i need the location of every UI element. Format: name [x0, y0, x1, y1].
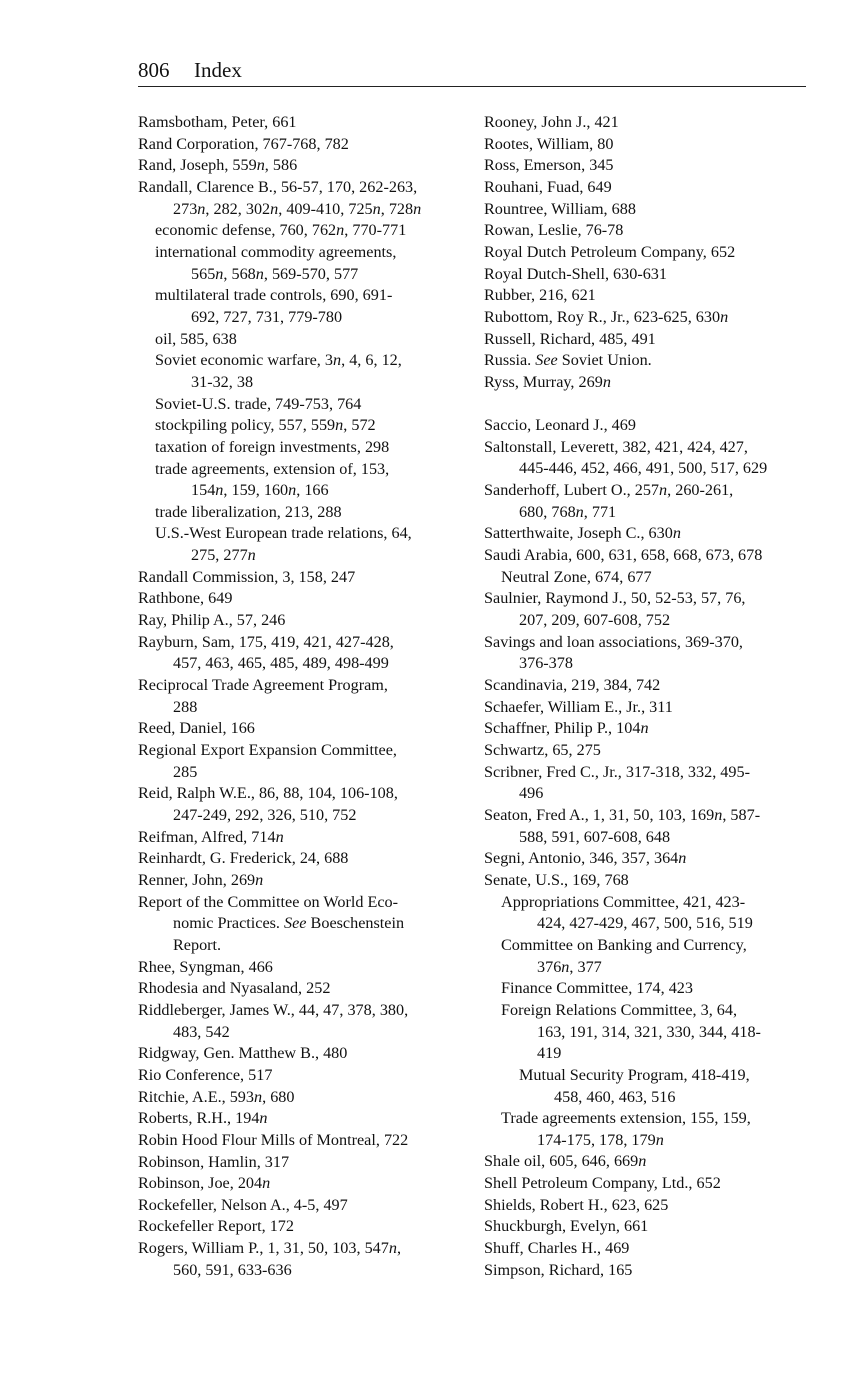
index-subentry: international commodity agreements, — [155, 242, 397, 261]
index-entry: Simpson, Richard, 165 — [484, 1260, 633, 1279]
index-column-left — [138, 112, 468, 1281]
index-entry: Reifman, Alfred, 714n — [138, 827, 284, 846]
index-subentry: Mutual Security Program, 418-419, — [519, 1065, 750, 1084]
index-entry: Riddleberger, James W., 44, 47, 378, 380, — [138, 1000, 409, 1019]
index-entry: Shields, Robert H., 623, 625 — [484, 1195, 669, 1214]
index-entry: Senate, U.S., 169, 768 — [484, 870, 629, 889]
index-entry: Rathbone, 649 — [138, 589, 233, 608]
index-entry: Reid, Ralph W.E., 86, 88, 104, 106-108, — [138, 784, 398, 803]
index-entry: Ray, Philip A., 57, 246 — [138, 611, 286, 630]
index-subentry: Trade agreements extension, 155, 159, — [501, 1109, 751, 1128]
index-subentry: 692, 727, 731, 779-780 — [191, 307, 343, 326]
index-entry: Rubottom, Roy R., Jr., 623-625, 630n — [484, 307, 729, 326]
page-number: 806 — [138, 58, 170, 82]
index-entry: Rayburn, Sam, 175, 419, 421, 427-428, — [138, 632, 394, 651]
index-subentry: Finance Committee, 174, 423 — [501, 979, 693, 998]
index-entry: Schaefer, William E., Jr., 311 — [484, 697, 673, 716]
index-entry: Reciprocal Trade Agreement Program, — [138, 676, 388, 695]
index-entry: Roberts, R.H., 194n — [138, 1109, 268, 1128]
section-gap — [484, 394, 814, 416]
index-entry: Rubber, 216, 621 — [484, 286, 596, 305]
index-subentry: 376n, 377 — [537, 957, 602, 976]
index-subentry: 565n, 568n, 569-570, 577 — [191, 264, 359, 283]
index-subentry: 174-175, 178, 179n — [537, 1130, 664, 1149]
index-entry: Saudi Arabia, 600, 631, 658, 668, 673, 678 — [484, 546, 763, 565]
index-entry: Russell, Richard, 485, 491 — [484, 329, 656, 348]
index-subentry: 207, 209, 607-608, 752 — [519, 611, 671, 630]
index-entry: Saltonstall, Leverett, 382, 421, 424, 427, — [484, 437, 748, 456]
index-subentry: multilateral trade controls, 690, 691- — [155, 286, 393, 305]
index-subentry: nomic Practices. See Boeschenstein — [173, 914, 405, 933]
running-title: Index — [194, 58, 242, 82]
index-entry: Scribner, Fred C., Jr., 317-318, 332, 495- — [484, 762, 750, 781]
index-entry: Robin Hood Flour Mills of Montreal, 722 — [138, 1130, 409, 1149]
index-entry: Savings and loan associations, 369-370, — [484, 632, 743, 651]
index-entry: Randall, Clarence B., 56-57, 170, 262-263, — [138, 177, 418, 196]
index-subentry: Committee on Banking and Currency, — [501, 935, 747, 954]
index-subentry: 588, 591, 607-608, 648 — [519, 827, 671, 846]
index-entry: Rockefeller Report, 172 — [138, 1217, 294, 1236]
index-entry: Scandinavia, 219, 384, 742 — [484, 676, 661, 695]
index-subentry: 285 — [173, 762, 198, 781]
index-subentry: 273n, 282, 302n, 409-410, 725n, 728n — [173, 199, 422, 218]
index-subentry: Soviet-U.S. trade, 749-753, 764 — [155, 394, 362, 413]
index-subentry: 376-378 — [519, 654, 573, 673]
index-subentry: Foreign Relations Committee, 3, 64, — [501, 1000, 738, 1019]
index-entry: Report of the Committee on World Eco- — [138, 892, 399, 911]
index-entry: Rand, Joseph, 559n, 586 — [138, 156, 298, 175]
index-subentry: 483, 542 — [173, 1022, 230, 1041]
index-subentry: trade agreements, extension of, 153, — [155, 459, 390, 478]
index-entry: Sanderhoff, Lubert O., 257n, 260-261, — [484, 481, 734, 500]
index-entry: Russia. See Soviet Union. — [484, 351, 652, 370]
index-entry: Rockefeller, Nelson A., 4-5, 497 — [138, 1195, 348, 1214]
page-header — [138, 58, 806, 86]
index-subentry: Neutral Zone, 674, 677 — [501, 567, 652, 586]
index-entry: Rountree, William, 688 — [484, 199, 636, 218]
index-subentry: economic defense, 760, 762n, 770-771 — [155, 221, 407, 240]
index-entry: Schwartz, 65, 275 — [484, 741, 601, 760]
index-entry: Ramsbotham, Peter, 661 — [138, 113, 297, 131]
index-subentry: stockpiling policy, 557, 559n, 572 — [155, 416, 376, 435]
index-entry: Shale oil, 605, 646, 669n — [484, 1152, 647, 1171]
index-entry: Rogers, William P., 1, 31, 50, 103, 547n, — [138, 1239, 401, 1258]
index-subentry: 680, 768n, 771 — [519, 502, 617, 521]
index-entry: Rhodesia and Nyasaland, 252 — [138, 979, 331, 998]
index-subentry: taxation of foreign investments, 298 — [155, 437, 390, 456]
index-subentry: 560, 591, 633-636 — [173, 1260, 292, 1279]
index-entry: Shuckburgh, Evelyn, 661 — [484, 1217, 649, 1236]
index-subentry: 445-446, 452, 466, 491, 500, 517, 629 — [519, 459, 768, 478]
index-subentry: Appropriations Committee, 421, 423- — [501, 892, 746, 911]
index-subentry: trade liberalization, 213, 288 — [155, 502, 342, 521]
index-entry: Royal Dutch-Shell, 630-631 — [484, 264, 667, 283]
index-entry: Ridgway, Gen. Matthew B., 480 — [138, 1044, 348, 1063]
index-subentry: oil, 585, 638 — [155, 329, 237, 348]
index-subentry: 424, 427-429, 467, 500, 516, 519 — [537, 914, 753, 933]
index-entry: Rand Corporation, 767-768, 782 — [138, 134, 349, 153]
index-entry: Rio Conference, 517 — [138, 1065, 273, 1084]
index-entry: Saccio, Leonard J., 469 — [484, 416, 636, 435]
index-entry: Seaton, Fred A., 1, 31, 50, 103, 169n, 587- — [484, 805, 761, 824]
index-entry: Rooney, John J., 421 — [484, 113, 619, 131]
index-subentry: 458, 460, 463, 516 — [554, 1087, 676, 1106]
index-subentry: 419 — [537, 1044, 562, 1063]
index-entry: Segni, Antonio, 346, 357, 364n — [484, 849, 687, 868]
index-entry: Royal Dutch Petroleum Company, 652 — [484, 242, 736, 261]
index-entry: Satterthwaite, Joseph C., 630n — [484, 524, 681, 543]
index-entry: Reinhardt, G. Frederick, 24, 688 — [138, 849, 349, 868]
index-subentry: 496 — [519, 784, 544, 803]
index-entry: Robinson, Joe, 204n — [138, 1174, 271, 1193]
index-entry: Reed, Daniel, 166 — [138, 719, 255, 738]
index-entry: Randall Commission, 3, 158, 247 — [138, 567, 356, 586]
index-entry: Robinson, Hamlin, 317 — [138, 1152, 290, 1171]
index-entry: Shuff, Charles H., 469 — [484, 1239, 630, 1258]
index-subentry: Soviet economic warfare, 3n, 4, 6, 12, — [155, 351, 402, 370]
index-entry: Schaffner, Philip P., 104n — [484, 719, 649, 738]
index-subentry: 163, 191, 314, 321, 330, 344, 418- — [537, 1022, 761, 1041]
index-column-right — [484, 112, 814, 1281]
index-entry: Saulnier, Raymond J., 50, 52-53, 57, 76, — [484, 589, 746, 608]
index-entry: Rhee, Syngman, 466 — [138, 957, 273, 976]
index-subentry: 275, 277n — [191, 546, 256, 565]
index-entry: Rowan, Leslie, 76-78 — [484, 221, 624, 240]
header-rule — [138, 86, 806, 87]
index-entry: Renner, John, 269n — [138, 870, 264, 889]
index-entry: Rouhani, Fuad, 649 — [484, 177, 612, 196]
index-subentry: U.S.-West European trade relations, 64, — [155, 524, 412, 543]
index-entry: Ross, Emerson, 345 — [484, 156, 614, 175]
index-entry: Regional Export Expansion Committee, — [138, 741, 397, 760]
index-entry: Ryss, Murray, 269n — [484, 372, 611, 391]
index-entry: Rootes, William, 80 — [484, 134, 614, 153]
index-entry: Shell Petroleum Company, Ltd., 652 — [484, 1174, 721, 1193]
index-subentry: 457, 463, 465, 485, 489, 498-499 — [173, 654, 389, 673]
index-subentry: Report. — [173, 935, 222, 954]
index-entry: Ritchie, A.E., 593n, 680 — [138, 1087, 295, 1106]
index-subentry: 247-249, 292, 326, 510, 752 — [173, 806, 357, 824]
index-subentry: 154n, 159, 160n, 166 — [191, 481, 329, 500]
index-subentry: 288 — [173, 697, 198, 716]
index-subentry: 31-32, 38 — [191, 372, 254, 391]
